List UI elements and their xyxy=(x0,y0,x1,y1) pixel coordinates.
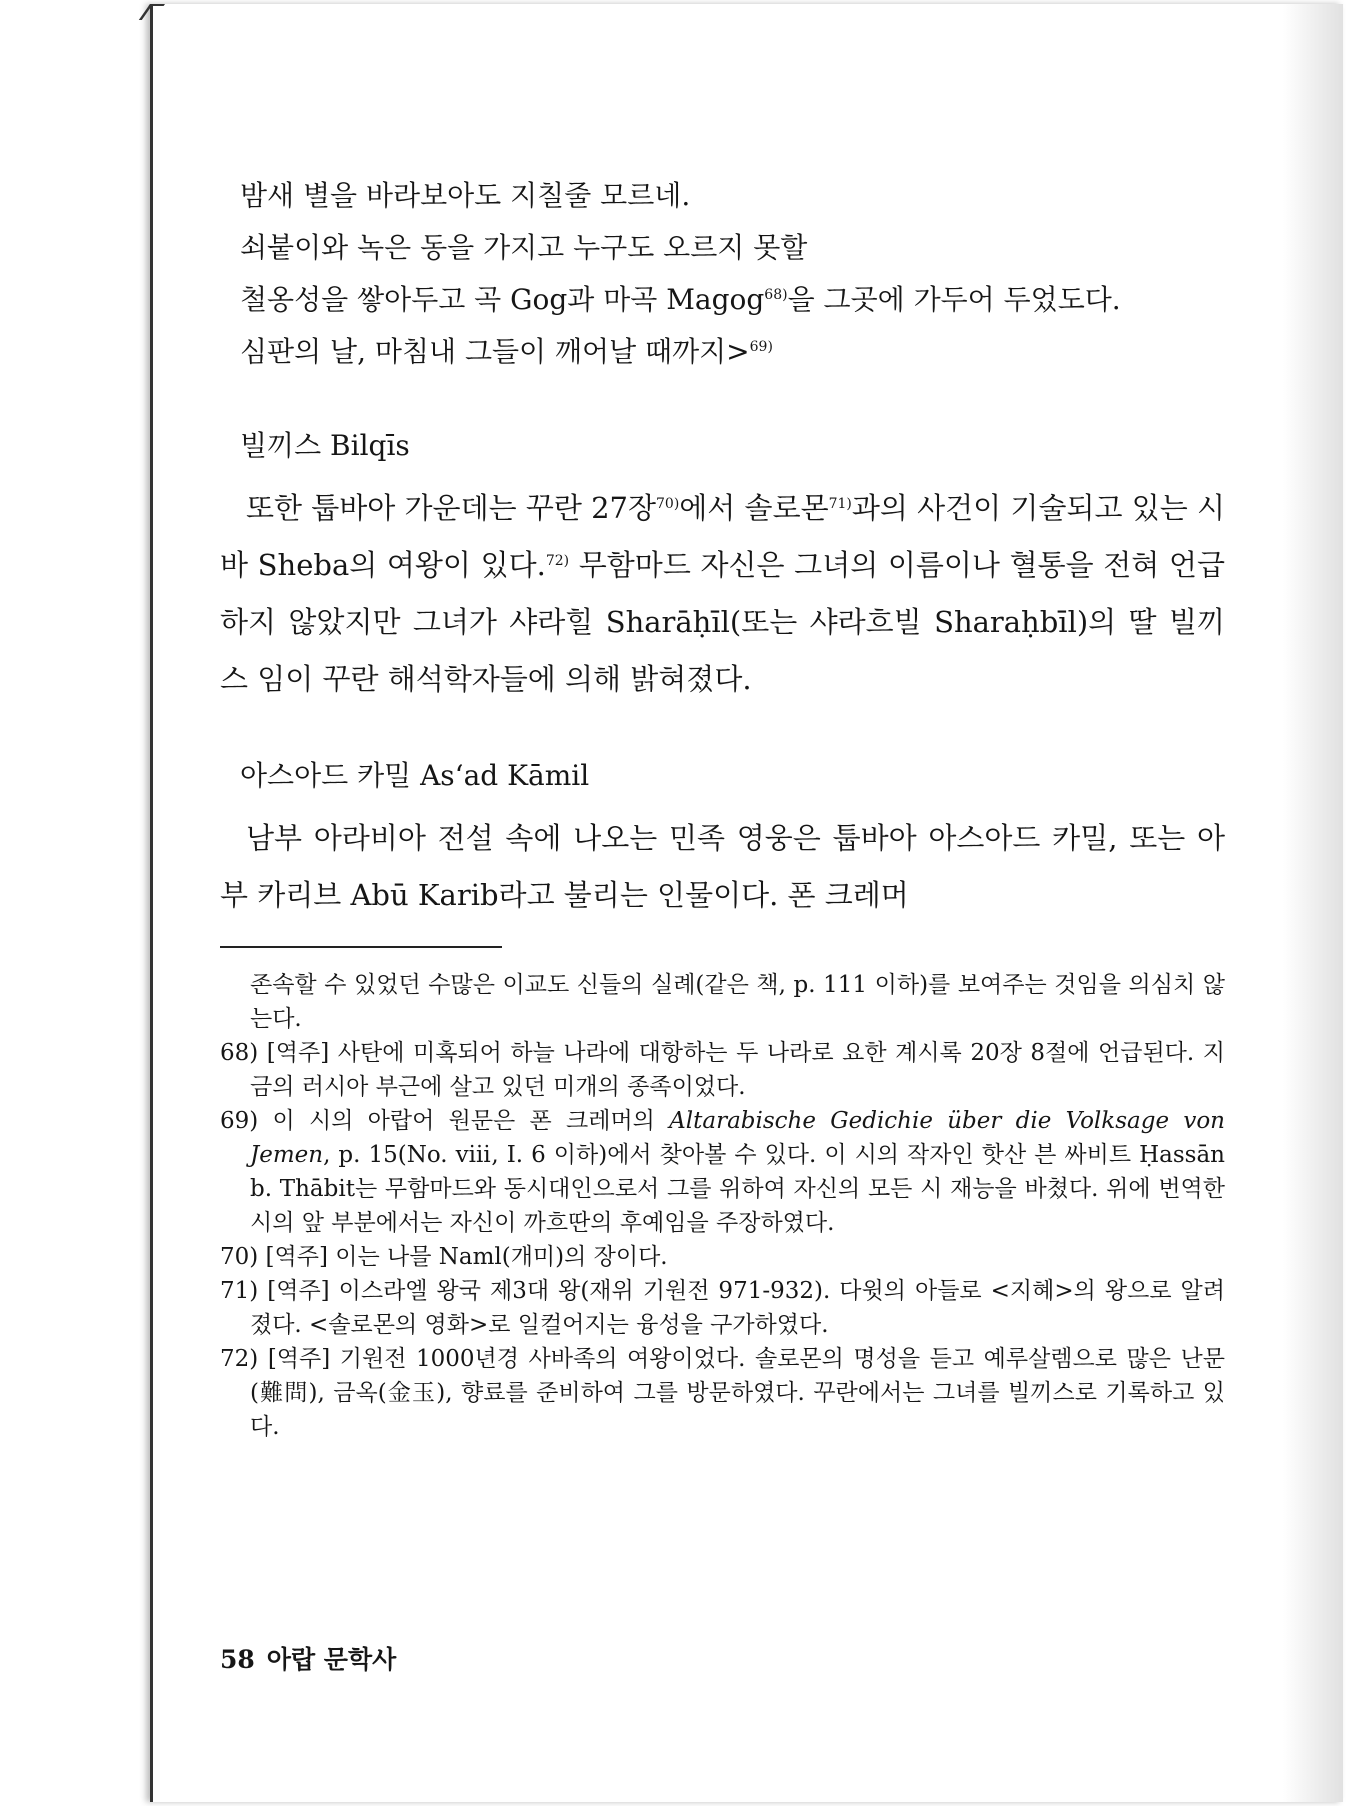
paragraph-text: 무함마드 자신은 그녀의 이름이나 혈통을 전혀 언급하지 않았지만 그녀가 샤라힐 Sharāḥīl(또는 샤라흐빌 Sharaḥbīl)의 딸 빌끼스 임이 꾸란 해석학자들에 의해 밝혀졌다. xyxy=(220,548,1225,696)
footnote-ref-70: 70) xyxy=(656,496,680,512)
poem-line xyxy=(240,326,1245,378)
footnote-71: 71) [역주] 이스라엘 왕국 제3대 왕(재위 기원전 971-932). 다윗의 아들로 <지혜>의 왕으로 알려졌다. <솔로몬의 영화>로 일컬어지는 융성을 구가하였다. xyxy=(220,1278,1225,1338)
poem-line-text: 철옹성을 쌓아두고 곡 Gog과 마곡 Magog xyxy=(240,283,765,316)
page-number: 58 xyxy=(220,1645,255,1674)
section-heading-bilqis: 빌끼스 Bilqīs xyxy=(240,429,410,462)
paragraph-text: 과의 사건이 기술되고 있는 시바 Sheba의 여왕이 있다. xyxy=(220,491,1225,582)
footnote-69 xyxy=(220,1104,1225,1240)
running-title: 아랍 문학사 xyxy=(266,1645,397,1674)
footnote-68: 68) [역주] 사탄에 미혹되어 하늘 나라에 대항하는 두 나라로 요한 계시록 20장 8절에 언급된다. 지금의 러시아 부근에 살고 있던 미개의 종족이었다. xyxy=(220,1040,1225,1100)
footnote-text: , p. 15(No. ⅷ, I. 6 이하)에서 찾아볼 수 있다. 이 시의 작자인 핫산 븐 싸비트 Ḥassān b. Thābit는 무함마드와 동시대인으로서 그를 위하여 자신의 모든 시 재능을 바쳤다. 위에 번역한 시의 앞 부분에서는 자신이 까흐딴의 후예임을 주장하였다. xyxy=(250,1142,1225,1236)
page-corner xyxy=(139,4,165,20)
footnote-ref-71: 71) xyxy=(828,496,852,512)
footnote-continuation: 존속할 수 있었던 수많은 이교도 신들의 실례(같은 책, p. 111 이하)를 보여주는 것임을 의심치 않는다. xyxy=(250,972,1225,1032)
footnote-70: 70) [역주] 이는 나믈 Naml(개미)의 장이다. xyxy=(220,1244,668,1270)
footnote-book-title: Altarabische Gedichie über die Volksage von Jemen xyxy=(250,1108,1225,1168)
page-footer xyxy=(220,1640,396,1676)
section-paragraph-asad-kamil: 남부 아라비아 전설 속에 나오는 민족 영웅은 툽바아 아스아드 카밀, 또는 아부 카리브 Abū Karib라고 불리는 인물이다. 폰 크레머 xyxy=(220,821,1225,912)
poem-line: 밤새 별을 바라보아도 지칠줄 모르네. xyxy=(240,179,691,212)
footnote-72: 72) [역주] 기원전 1000년경 사바족의 여왕이었다. 솔로몬의 명성을 듣고 예루살렘으로 많은 난문(難問), 금옥(金玉), 향료를 준비하여 그를 방문하였다. 꾸란에서는 그녀를 빌끼스로 기록하고 있다. xyxy=(220,1346,1225,1440)
footnote-text: 69) 이 시의 아랍어 원문은 폰 크레머의 xyxy=(220,1108,670,1134)
footnotes xyxy=(220,968,1225,1444)
poem-line-text: 심판의 날, 마침내 그들이 깨어날 때까지> xyxy=(240,335,750,368)
section-paragraph-bilqis xyxy=(220,480,1225,708)
footnote-divider xyxy=(220,946,502,948)
footnote-ref-69: 69) xyxy=(749,339,773,355)
footnote-ref-68: 68) xyxy=(764,287,788,303)
poem-line xyxy=(240,274,1245,326)
poem xyxy=(220,170,1225,378)
paragraph-text: 에서 솔로몬 xyxy=(679,491,829,525)
poem-line: 쇠붙이와 녹은 동을 가지고 누구도 오르지 못할 xyxy=(240,231,808,264)
page-edge-shadow xyxy=(1283,4,1343,1802)
section-heading-asad-kamil: 아스아드 카밀 As‘ad Kāmil xyxy=(240,759,590,792)
footnote-ref-72: 72) xyxy=(545,553,570,569)
poem-line-text: 을 그곳에 가두어 두었도다. xyxy=(787,283,1121,316)
paragraph-text: 또한 툽바아 가운데는 꾸란 27장 xyxy=(246,491,657,525)
page-content xyxy=(220,170,1225,1444)
